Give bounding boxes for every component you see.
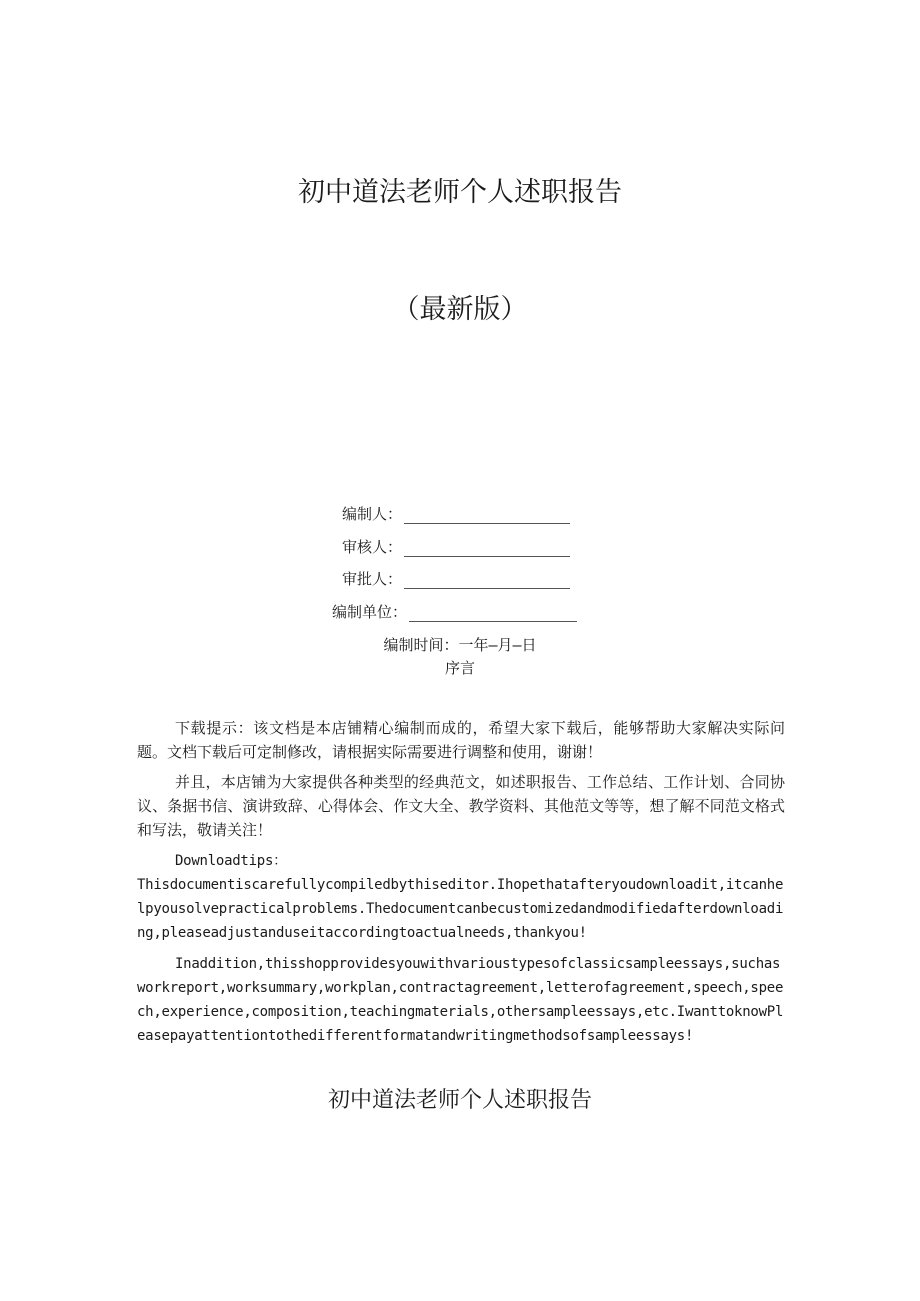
compiler-blank xyxy=(404,509,570,524)
unit-row xyxy=(332,602,577,622)
section-title: 初中道法老师个人述职报告 xyxy=(327,1088,592,1113)
compiler-label: 编制人： xyxy=(342,505,403,523)
document-title: 初中道法老师个人述职报告 xyxy=(298,177,622,208)
download-tip-cn: 下载提示：该文档是本店铺精心编制而成的，希望大家下载后，能够帮助大家解决实际问题。文档下载后可定制修改，请根据实际需要进行调整和使用，谢谢！ xyxy=(137,719,785,761)
preface-heading: 序言 xyxy=(444,659,475,677)
approver-row xyxy=(342,569,570,589)
download-tips-label: Downloadtips： xyxy=(175,853,287,869)
reviewer-blank xyxy=(404,542,570,557)
version-label: （最新版） xyxy=(392,294,528,325)
approver-blank xyxy=(404,574,570,589)
shop-intro-en: Inaddition,thisshopprovidesyouwithvarioustypesofclassicsampleessays,suchasworkreport,worksummary,workplan,contractagreement,letterofagreement,speech,speech,experience,composition,teachingmaterials,othersampleessays,etc.IwanttoknowPleasepayattentiontothedifferentformatandwritingmethodsofsampleessays! xyxy=(137,956,784,1044)
shop-intro-cn: 并且，本店铺为大家提供各种类型的经典范文，如述职报告、工作总结、工作计划、合同协议、条据书信、演讲致辞、心得体会、作文大全、教学资料、其他范文等等，想了解不同范文格式和写法，敬请关注！ xyxy=(137,773,785,839)
download-tip-en: Thisdocumentiscarefullycompiledbythiseditor.Ihopethatafteryoudownloadit,itcanhelpyousolvepracticalproblems.Thedocumentcanbecustomizedandmodifiedafterdownloading,pleaseadjustanduseitaccordingtoactualneeds,thankyou! xyxy=(137,877,784,941)
unit-blank xyxy=(409,607,577,622)
unit-label: 编制单位： xyxy=(332,603,408,621)
compile-date: 编制时间：一年—月—日 xyxy=(383,636,537,654)
reviewer-label: 审核人： xyxy=(342,538,403,556)
compiler-row xyxy=(342,504,570,524)
reviewer-row xyxy=(342,537,570,557)
approver-label: 审批人： xyxy=(342,570,403,588)
